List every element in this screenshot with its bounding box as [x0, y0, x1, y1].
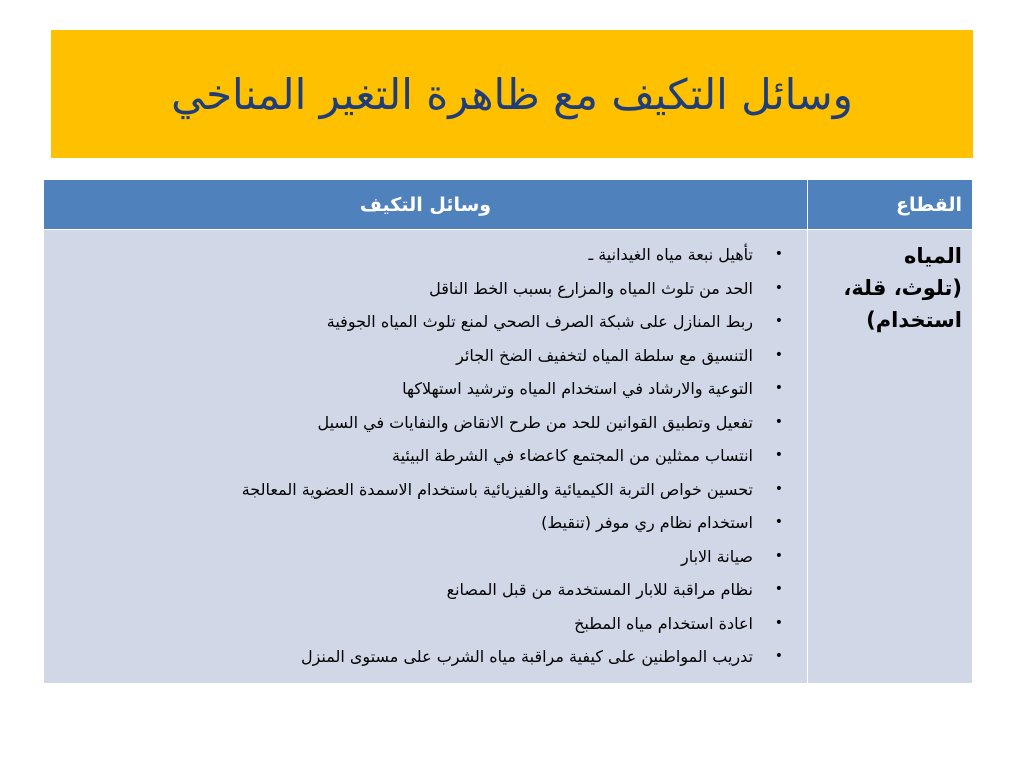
list-item — [52, 238, 795, 272]
bullet-icon: • — [774, 346, 783, 363]
bullet-icon: • — [774, 413, 783, 430]
measures-list — [44, 230, 807, 674]
bullet-icon: • — [774, 447, 783, 463]
adaptation-table — [43, 179, 973, 684]
bullet-icon: • — [774, 581, 783, 597]
measure-text: التنسيق مع سلطة المياه لتخفيف الضخ الجائر — [456, 345, 753, 365]
measure-text: اعادة استخدام مياه المطبخ — [574, 613, 753, 633]
bullet-icon: • — [774, 547, 783, 564]
measure-text: تحسين خواص التربة الكيميائية والفيزيائية باستخدام الاسمدة العضوية المعالجة — [241, 479, 753, 499]
measure-text: صيانة الابار — [680, 546, 753, 566]
slide-title: وسائل التكيف مع ظاهرة التغير المناخي — [171, 69, 853, 119]
measure-text: الحد من تلوث المياه والمزارع بسبب الخط الناقل — [429, 278, 753, 298]
list-item — [52, 406, 795, 440]
measure-text: التوعية والارشاد في استخدام المياه وترشيد استهلاكها — [402, 379, 753, 398]
list-item — [52, 439, 795, 473]
sector-cell — [808, 230, 973, 684]
measure-text: تأهيل نبعة مياه الغيدانية ـ — [588, 245, 753, 264]
bullet-icon: • — [774, 514, 783, 530]
measure-text: تفعيل وتطبيق القوانين للحد من طرح الانقاض والنفايات في السيل — [317, 412, 753, 432]
bullet-icon: • — [774, 614, 783, 631]
bullet-icon: • — [774, 380, 783, 396]
header-sector: القطاع — [808, 180, 973, 230]
bullet-icon: • — [774, 648, 783, 664]
list-item — [52, 640, 795, 674]
list-item — [52, 573, 795, 607]
header-measures: وسائل التكيف — [44, 180, 808, 230]
list-item — [52, 473, 795, 507]
table-row — [44, 230, 973, 684]
measure-text: نظام مراقبة للابار المستخدمة من قبل المصانع — [446, 580, 753, 599]
sector-line: المياه — [903, 244, 962, 268]
measure-text: انتساب ممثلين من المجتمع كاعضاء في الشرطة البيئية — [392, 446, 753, 465]
list-item — [52, 607, 795, 641]
bullet-icon: • — [774, 313, 783, 329]
measure-text: تدريب المواطنين على كيفية مراقبة مياه الشرب على مستوى المنزل — [300, 647, 753, 666]
measure-text: استخدام نظام ري موفر (تنقيط) — [541, 513, 753, 532]
list-item — [52, 372, 795, 406]
sector-line: (تلوث، قلة، — [843, 276, 962, 300]
table-header-row — [44, 180, 973, 230]
measure-text: ربط المنازل على شبكة الصرف الصحي لمنع تلوث المياه الجوفية — [326, 312, 753, 331]
measures-cell — [44, 230, 808, 684]
sector-line: استخدام) — [866, 308, 962, 332]
list-item — [52, 305, 795, 339]
title-band — [51, 30, 973, 158]
bullet-icon: • — [774, 279, 783, 296]
list-item — [52, 540, 795, 574]
list-item — [52, 339, 795, 373]
bullet-icon: • — [774, 246, 783, 262]
list-item — [52, 506, 795, 540]
bullet-icon: • — [774, 480, 783, 497]
list-item — [52, 272, 795, 306]
